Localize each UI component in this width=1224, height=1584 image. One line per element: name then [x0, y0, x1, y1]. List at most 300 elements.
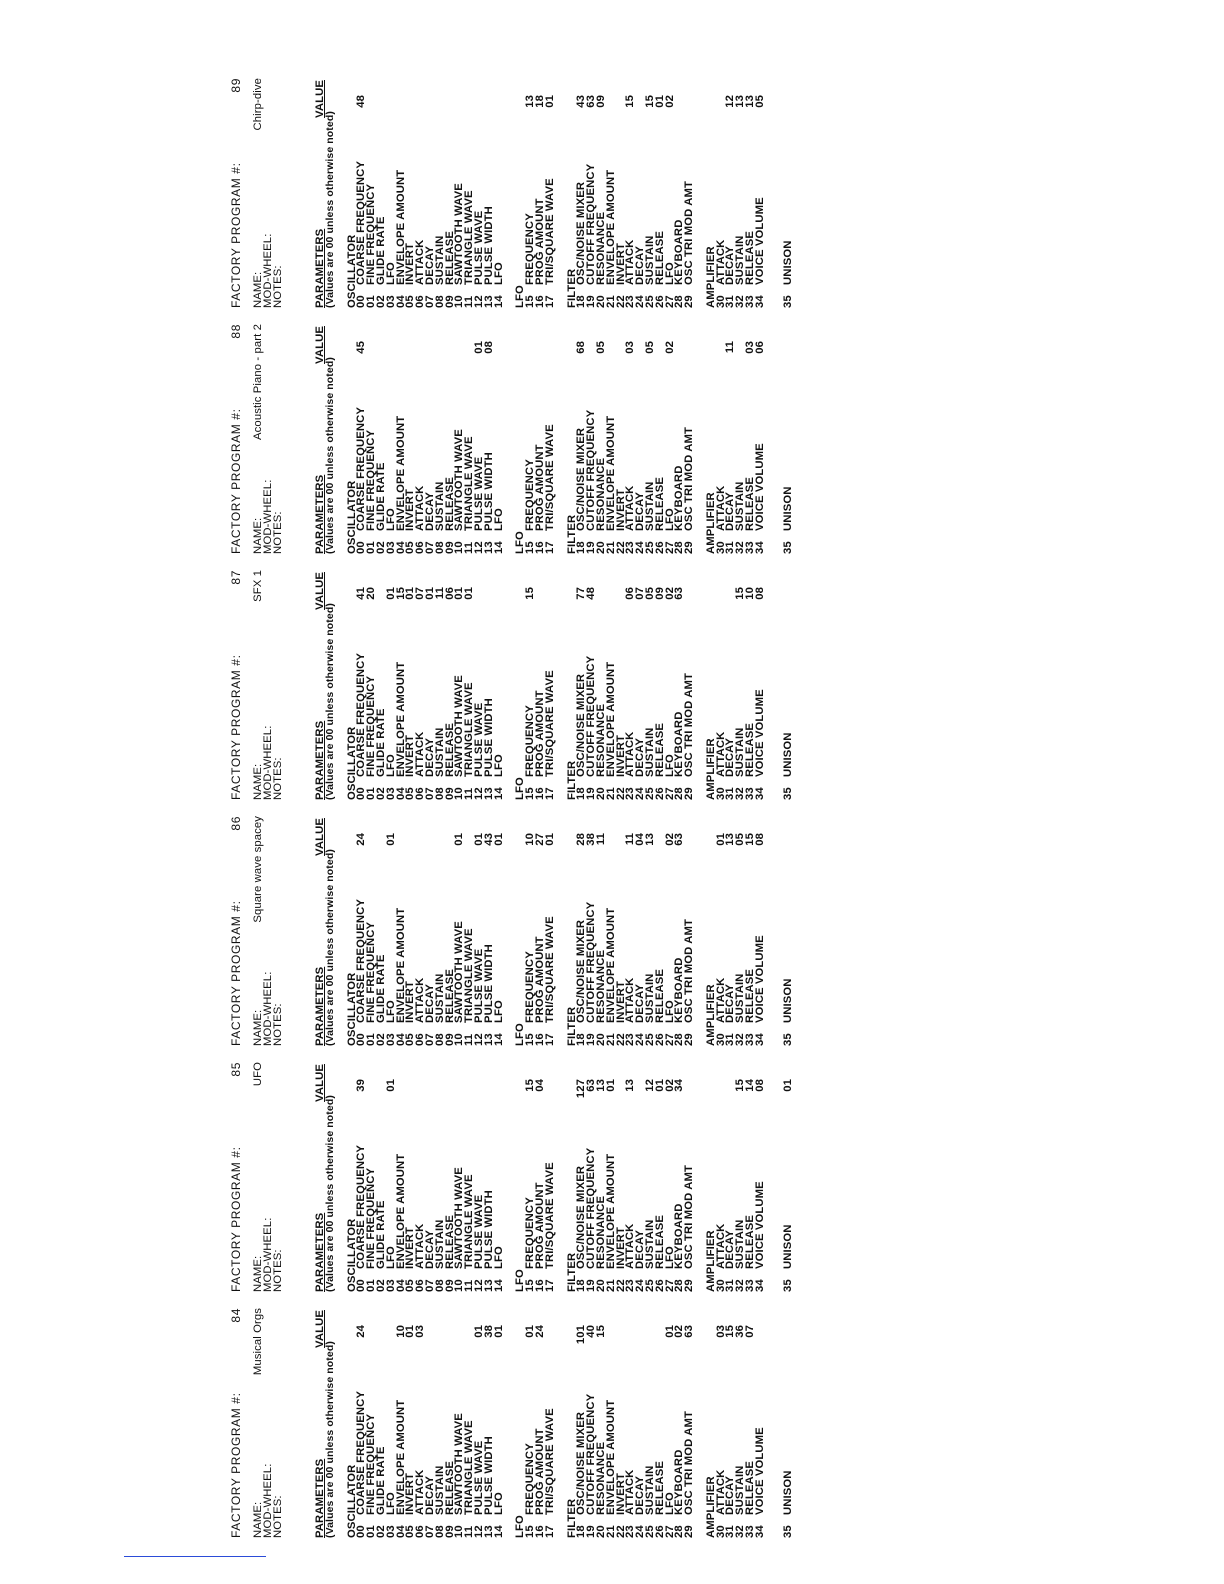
- param-number: 18: [575, 295, 588, 308]
- param-number: 28: [673, 541, 686, 554]
- program-label: FACTORY PROGRAM #:: [229, 1392, 243, 1538]
- param-value: 13: [643, 833, 656, 846]
- param-name: COARSE FREQUENCY: [355, 161, 368, 285]
- param-name: SAWTOOTH WAVE: [453, 1413, 466, 1515]
- unison-row: [781, 802, 794, 1046]
- param-value: 40: [585, 1325, 598, 1338]
- oscillator-heading: OSCILLATOR: [345, 234, 358, 308]
- param-value: 01: [453, 587, 466, 600]
- param-number: 17: [543, 295, 556, 308]
- param-value: [485, 1079, 495, 1119]
- oscillator-heading: OSCILLATOR: [345, 972, 358, 1046]
- param-name: LFO: [492, 1246, 505, 1269]
- program-number: 88: [229, 324, 243, 339]
- param-name: SUSTAIN: [433, 235, 446, 285]
- param-number: 11: [463, 1525, 476, 1538]
- param-number: 08: [433, 295, 446, 308]
- param-number: 19: [585, 541, 598, 554]
- param-number: 20: [594, 1279, 607, 1292]
- param-name: RELEASE: [653, 476, 666, 531]
- param-value: [436, 1079, 446, 1119]
- param-value: [546, 1325, 556, 1365]
- param-name: ATTACK: [414, 1223, 427, 1269]
- param-number: 35: [781, 1525, 794, 1538]
- param-number: 02: [374, 1033, 387, 1046]
- param-value: 03: [624, 341, 637, 354]
- param-name: UNISON: [781, 1470, 794, 1515]
- param-number: 12: [472, 1033, 485, 1046]
- notes-row: [271, 64, 284, 308]
- param-value: 01: [653, 1079, 666, 1092]
- mod-wheel-label: MOD-WHEEL:: [261, 1463, 274, 1538]
- param-row: [543, 1294, 556, 1538]
- param-number: 19: [585, 1525, 598, 1538]
- param-name: INVERT: [614, 488, 627, 531]
- param-number: 35: [781, 1279, 794, 1292]
- param-name: ENVELOPE AMOUNT: [604, 1399, 617, 1515]
- param-value: [446, 1325, 456, 1365]
- param-number: 28: [673, 295, 686, 308]
- param-name: ATTACK: [714, 977, 727, 1023]
- param-number: 33: [744, 295, 757, 308]
- param-name: TRIANGLE WAVE: [463, 682, 476, 777]
- param-value: 01: [384, 833, 397, 846]
- notes-label: NOTES:: [271, 1249, 284, 1292]
- param-name: TRI/SQUARE WAVE: [543, 424, 556, 531]
- value-heading: VALUE: [314, 326, 326, 364]
- param-name: RELEASE: [653, 968, 666, 1023]
- param-number: 09: [443, 1033, 456, 1046]
- notes-label: NOTES:: [271, 511, 284, 554]
- param-value: 41: [355, 587, 368, 600]
- param-value: 01: [781, 1079, 794, 1092]
- param-number: 11: [463, 1279, 476, 1292]
- param-number: 00: [355, 1279, 368, 1292]
- param-name: TRI/SQUARE WAVE: [543, 178, 556, 285]
- param-number: 31: [724, 1525, 737, 1538]
- param-number: 21: [604, 541, 617, 554]
- param-number: 03: [384, 1525, 397, 1538]
- param-number: 19: [585, 787, 598, 800]
- notes-row: [271, 802, 284, 1046]
- param-number: 35: [781, 1033, 794, 1046]
- param-name: INVERT: [404, 980, 417, 1023]
- amplifier-heading: AMPLIFIER: [704, 246, 717, 308]
- param-value: 08: [482, 341, 495, 354]
- param-number: 18: [575, 1033, 588, 1046]
- param-value: [397, 341, 407, 381]
- param-number: 01: [365, 1279, 378, 1292]
- param-value: [717, 587, 727, 627]
- param-name: SUSTAIN: [643, 1465, 656, 1515]
- param-number: 22: [614, 787, 627, 800]
- param-value: 02: [663, 587, 676, 600]
- param-name: SUSTAIN: [643, 727, 656, 777]
- param-number: 07: [423, 541, 436, 554]
- lfo-heading: LFO: [514, 1269, 527, 1292]
- param-name: PULSE WAVE: [472, 948, 485, 1023]
- program-header: [229, 802, 254, 1046]
- param-row: [543, 64, 556, 308]
- param-name: SAWTOOTH WAVE: [453, 429, 466, 531]
- param-number: 24: [634, 787, 647, 800]
- name-label: NAME:: [252, 1501, 264, 1538]
- param-number: 15: [524, 295, 537, 308]
- param-value: [626, 1325, 636, 1365]
- param-value: [455, 1079, 465, 1119]
- param-name: LFO: [663, 754, 676, 777]
- param-name: GLIDE RATE: [374, 462, 387, 531]
- amplifier-section: [704, 64, 766, 308]
- param-value: 18: [533, 95, 546, 108]
- param-number: 02: [374, 1525, 387, 1538]
- param-value: [446, 1079, 456, 1119]
- param-name: ENVELOPE AMOUNT: [604, 1153, 617, 1269]
- param-name: ENVELOPE AMOUNT: [394, 1399, 407, 1515]
- param-number: 00: [355, 1525, 368, 1538]
- param-number: 29: [683, 295, 696, 308]
- param-value: 06: [753, 341, 766, 354]
- param-row: [753, 64, 766, 308]
- param-value: 02: [663, 95, 676, 108]
- param-number: 26: [653, 787, 666, 800]
- param-name: ENVELOPE AMOUNT: [394, 1153, 407, 1269]
- unison-row: [781, 310, 794, 554]
- param-name: SUSTAIN: [433, 727, 446, 777]
- param-value: [597, 587, 607, 627]
- param-number: 15: [524, 1033, 537, 1046]
- param-value: 06: [624, 587, 637, 600]
- param-value: [416, 1079, 426, 1119]
- param-value: [367, 1079, 377, 1119]
- param-number: 03: [384, 295, 397, 308]
- notes-row: [271, 556, 284, 800]
- param-value: 03: [414, 1325, 427, 1338]
- param-value: [446, 341, 456, 381]
- param-number: 27: [663, 295, 676, 308]
- param-number: 04: [394, 787, 407, 800]
- param-value: 01: [384, 587, 397, 600]
- param-value: 03: [714, 1325, 727, 1338]
- oscillator-heading: OSCILLATOR: [345, 1218, 358, 1292]
- param-value: 15: [734, 1079, 747, 1092]
- param-name: LFO: [663, 508, 676, 531]
- param-value: 01: [524, 1325, 537, 1338]
- param-name: KEYBOARD: [673, 1203, 686, 1269]
- value-heading: VALUE: [314, 1064, 326, 1102]
- param-name: ENVELOPE AMOUNT: [604, 169, 617, 285]
- param-value: 01: [404, 1325, 417, 1338]
- values-note: (Values are 00 unless otherwise noted): [323, 111, 336, 308]
- param-value: 127: [575, 1079, 588, 1099]
- mod-wheel-label: MOD-WHEEL:: [261, 971, 274, 1046]
- param-number: 27: [663, 541, 676, 554]
- param-name: LFO: [384, 262, 397, 285]
- param-number: 25: [643, 1033, 656, 1046]
- param-name: ATTACK: [714, 485, 727, 531]
- param-number: 18: [575, 1525, 588, 1538]
- param-name: RESONANCE: [594, 211, 607, 285]
- param-value: [426, 833, 436, 873]
- amplifier-heading: AMPLIFIER: [704, 984, 717, 1046]
- param-number: 29: [683, 541, 696, 554]
- param-value: 13: [624, 1079, 637, 1092]
- param-value: [756, 1325, 766, 1365]
- param-number: 06: [414, 787, 427, 800]
- param-name: FINE FREQUENCY: [365, 1413, 378, 1515]
- param-name: RESONANCE: [594, 949, 607, 1023]
- param-name: SUSTAIN: [734, 481, 747, 531]
- param-name: PULSE WAVE: [472, 702, 485, 777]
- param-number: 14: [492, 1279, 505, 1292]
- param-value: 05: [643, 341, 656, 354]
- values-note: (Values are 00 unless otherwise noted): [323, 849, 336, 1046]
- param-number: 11: [463, 787, 476, 800]
- param-value: 63: [585, 1079, 598, 1092]
- param-number: 08: [433, 1033, 446, 1046]
- program-name: SFX 1: [252, 570, 264, 602]
- param-number: 33: [744, 1279, 757, 1292]
- param-name: ATTACK: [414, 485, 427, 531]
- parameters-header: [316, 802, 336, 1046]
- param-row: [492, 1048, 505, 1292]
- param-number: 14: [492, 541, 505, 554]
- param-value: 08: [753, 587, 766, 600]
- param-row: [753, 802, 766, 1046]
- param-number: 19: [585, 1033, 598, 1046]
- param-name: RELEASE: [443, 968, 456, 1023]
- param-number: 05: [404, 787, 417, 800]
- param-value: 13: [734, 95, 747, 108]
- param-name: LFO: [492, 1000, 505, 1023]
- param-name: SUSTAIN: [734, 1465, 747, 1515]
- param-value: [426, 1325, 436, 1365]
- param-name: SUSTAIN: [643, 973, 656, 1023]
- unison-row: [781, 64, 794, 308]
- amplifier-section: [704, 802, 766, 1046]
- param-row: [685, 556, 695, 800]
- param-value: [495, 587, 505, 627]
- param-name: RELEASE: [443, 1214, 456, 1269]
- param-value: 10: [524, 833, 537, 846]
- param-number: 29: [683, 1033, 696, 1046]
- param-number: 12: [472, 295, 485, 308]
- param-number: 17: [543, 1525, 556, 1538]
- param-number: 10: [453, 787, 466, 800]
- param-name: OSC TRI MOD AMT: [683, 919, 696, 1023]
- parameters-heading: PARAMETERS: [314, 228, 326, 308]
- param-name: ATTACK: [624, 977, 637, 1023]
- amplifier-heading: AMPLIFIER: [704, 738, 717, 800]
- param-number: 28: [673, 1033, 686, 1046]
- param-value: [406, 95, 416, 135]
- param-name: ATTACK: [714, 239, 727, 285]
- param-name: COARSE FREQUENCY: [355, 1145, 368, 1269]
- parameters-header: [316, 310, 336, 554]
- param-value: 28: [575, 833, 588, 846]
- param-value: 38: [482, 1325, 495, 1338]
- param-row: [492, 556, 505, 800]
- param-value: 24: [533, 1325, 546, 1338]
- param-name: RELEASE: [744, 722, 757, 777]
- param-name: VOICE VOLUME: [753, 935, 766, 1023]
- param-value: [607, 95, 617, 135]
- param-name: OSC/NOISE MIXER: [575, 427, 588, 531]
- param-value: 38: [585, 833, 598, 846]
- param-name: DECAY: [724, 737, 737, 777]
- param-name: SUSTAIN: [643, 481, 656, 531]
- param-name: TRIANGLE WAVE: [463, 1174, 476, 1269]
- param-value: [485, 587, 495, 627]
- param-number: 15: [524, 541, 537, 554]
- param-value: 08: [753, 1079, 766, 1092]
- param-number: 02: [374, 541, 387, 554]
- param-number: 23: [624, 1525, 637, 1538]
- param-row: [753, 556, 766, 800]
- param-value: [646, 1325, 656, 1365]
- param-number: 34: [753, 295, 766, 308]
- param-number: 05: [404, 541, 417, 554]
- param-number: 30: [714, 1525, 727, 1538]
- param-value: [685, 341, 695, 381]
- param-number: 16: [533, 1525, 546, 1538]
- param-value: 15: [643, 95, 656, 108]
- param-value: [436, 341, 446, 381]
- param-name: ATTACK: [624, 1223, 637, 1269]
- filter-section: [565, 1048, 696, 1292]
- param-value: 01: [543, 95, 556, 108]
- param-value: 07: [634, 587, 647, 600]
- program-panel: [229, 1048, 980, 1294]
- param-number: 32: [734, 295, 747, 308]
- param-number: 23: [624, 1279, 637, 1292]
- param-number: 11: [463, 541, 476, 554]
- param-number: 01: [365, 1525, 378, 1538]
- program-panel: [229, 1294, 980, 1540]
- param-number: 08: [433, 787, 446, 800]
- param-name: FREQUENCY: [524, 1197, 537, 1269]
- param-row: [753, 310, 766, 554]
- footnote-rule: [124, 1556, 266, 1557]
- oscillator-section: [345, 310, 505, 554]
- param-number: 17: [543, 1279, 556, 1292]
- param-name: SUSTAIN: [734, 973, 747, 1023]
- param-value: [416, 341, 426, 381]
- param-name: GLIDE RATE: [374, 1446, 387, 1515]
- param-value: 03: [744, 341, 757, 354]
- param-name: INVERT: [404, 242, 417, 285]
- param-value: [607, 833, 617, 873]
- param-number: 04: [394, 1279, 407, 1292]
- lfo-heading: LFO: [514, 285, 527, 308]
- param-name: KEYBOARD: [673, 1449, 686, 1515]
- param-value: 11: [724, 341, 737, 354]
- param-value: [685, 587, 695, 627]
- param-value: 13: [594, 1079, 607, 1092]
- param-number: 20: [594, 295, 607, 308]
- param-name: ATTACK: [714, 1223, 727, 1269]
- amplifier-section: [704, 310, 766, 554]
- param-number: 32: [734, 1279, 747, 1292]
- param-value: [475, 95, 485, 135]
- param-number: 13: [482, 787, 495, 800]
- filter-heading: FILTER: [565, 514, 578, 554]
- param-number: 31: [724, 787, 737, 800]
- param-number: 09: [443, 1279, 456, 1292]
- param-name: LFO: [492, 508, 505, 531]
- param-name: CUTOFF FREQUENCY: [585, 655, 598, 777]
- param-number: 03: [384, 541, 397, 554]
- amplifier-section: [704, 1048, 766, 1292]
- param-number: 25: [643, 295, 656, 308]
- param-number: 11: [463, 295, 476, 308]
- param-number: 21: [604, 787, 617, 800]
- param-name: OSC/NOISE MIXER: [575, 1411, 588, 1515]
- parameters-header: [316, 1048, 336, 1292]
- param-number: 33: [744, 1033, 757, 1046]
- param-number: 31: [724, 541, 737, 554]
- param-value: 27: [533, 833, 546, 846]
- program-number: 85: [229, 1062, 243, 1077]
- param-name: FREQUENCY: [524, 213, 537, 285]
- param-number: 32: [734, 1525, 747, 1538]
- param-name: DECAY: [423, 1475, 436, 1515]
- param-name: ENVELOPE AMOUNT: [394, 415, 407, 531]
- param-name: CUTOFF FREQUENCY: [585, 1393, 598, 1515]
- param-value: [495, 341, 505, 381]
- param-number: 22: [614, 1279, 627, 1292]
- program-header: [229, 310, 254, 554]
- param-value: 01: [714, 833, 727, 846]
- param-value: [416, 95, 426, 135]
- param-number: 25: [643, 541, 656, 554]
- param-name: SUSTAIN: [643, 235, 656, 285]
- param-name: KEYBOARD: [673, 219, 686, 285]
- param-name: RELEASE: [744, 230, 757, 285]
- param-name: OSC TRI MOD AMT: [683, 673, 696, 777]
- param-value: [426, 1079, 436, 1119]
- program-meta: [254, 1048, 308, 1292]
- param-value: [546, 587, 556, 627]
- param-value: [475, 587, 485, 627]
- param-value: [607, 587, 617, 627]
- param-name: DECAY: [634, 1475, 647, 1515]
- param-value: [367, 95, 377, 135]
- param-value: 15: [624, 95, 637, 108]
- param-name: INVERT: [404, 1472, 417, 1515]
- param-name: VOICE VOLUME: [753, 1181, 766, 1269]
- param-row: [685, 802, 695, 1046]
- param-number: 12: [472, 787, 485, 800]
- param-number: 28: [673, 1525, 686, 1538]
- param-number: 07: [423, 295, 436, 308]
- param-number: 23: [624, 295, 637, 308]
- filter-heading: FILTER: [565, 1006, 578, 1046]
- param-name: INVERT: [614, 1226, 627, 1269]
- param-value: [675, 341, 685, 381]
- param-number: 09: [443, 541, 456, 554]
- name-label: NAME:: [252, 517, 264, 554]
- param-number: 03: [384, 787, 397, 800]
- param-value: [377, 95, 387, 135]
- param-name: TRIANGLE WAVE: [463, 1420, 476, 1515]
- program-name: Square wave spacey: [252, 816, 264, 923]
- param-value: [406, 1079, 416, 1119]
- param-name: VOICE VOLUME: [753, 689, 766, 777]
- param-number: 15: [524, 787, 537, 800]
- param-value: [455, 95, 465, 135]
- program-name: Musical Orgs: [252, 1308, 264, 1376]
